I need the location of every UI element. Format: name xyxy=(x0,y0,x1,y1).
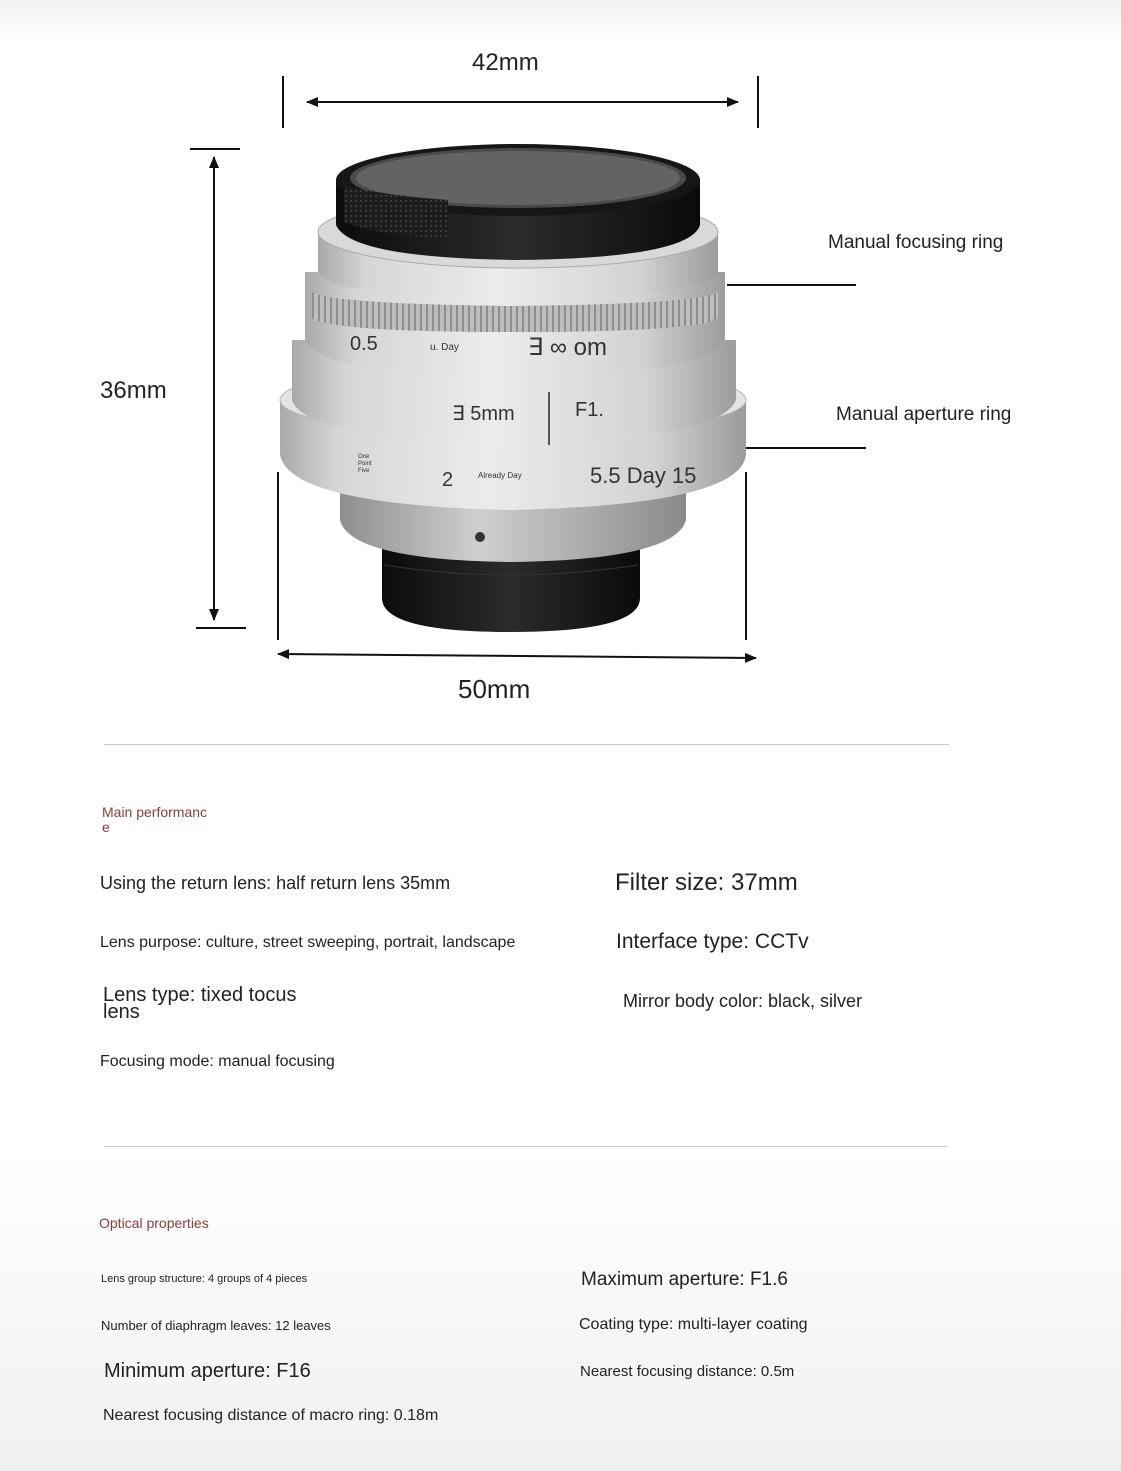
divider-bottom xyxy=(104,1146,947,1147)
marking-focus-right: ∃ ∞ om xyxy=(528,334,607,361)
marking-focus-left: 0.5 xyxy=(350,333,378,355)
spec-lens-group: Lens group structure: 4 groups of 4 pieces xyxy=(101,1273,308,1285)
dim-height-label: 36mm xyxy=(100,377,167,404)
lens-photo xyxy=(280,144,746,632)
dim-top-width-label: 42mm xyxy=(472,49,539,76)
spec-body-color: Mirror body color: black, silver xyxy=(623,991,863,1011)
dim-bottom-width-label: 50mm xyxy=(458,674,531,704)
marking-front-small-3: Five xyxy=(358,468,370,474)
main-performance-title-line2: e xyxy=(102,819,110,835)
marking-front-right: 5.5 Day 15 xyxy=(590,463,697,488)
spec-filter-size: Filter size: 37mm xyxy=(615,869,798,896)
divider-top xyxy=(104,744,949,745)
spec-min-aperture: Minimum aperture: F16 xyxy=(104,1360,311,1382)
spec-interface-type: Interface type: CCTv xyxy=(616,930,809,953)
dimension-top xyxy=(283,76,758,128)
spec-return-lens: Using the return lens: half return lens 35mm xyxy=(100,873,451,893)
marking-aperture-left: ∃ 5mm xyxy=(452,403,515,425)
dimension-left xyxy=(190,149,246,628)
main-performance-title-line1: Main performanc xyxy=(102,804,208,820)
spec-nearest-focus: Nearest focusing distance: 0.5m xyxy=(580,1363,795,1380)
spec-coating-type: Coating type: multi-layer coating xyxy=(579,1316,808,1333)
marking-focus-small: u. Day xyxy=(430,342,459,353)
spec-diaphragm-leaves: Number of diaphragm leaves: 12 leaves xyxy=(101,1318,331,1333)
spec-max-aperture: Maximum aperture: F1.6 xyxy=(581,1269,788,1290)
spec-lens-purpose: Lens purpose: culture, street sweeping, portrait, landscape xyxy=(100,934,516,951)
main-performance-title xyxy=(102,805,207,835)
marking-front-small-1: One xyxy=(358,454,370,460)
marking-front-small-label: Already Day xyxy=(478,471,522,480)
marking-aperture-right: F1. xyxy=(575,399,604,421)
callout-focus-label: Manual focusing ring xyxy=(828,232,1004,253)
optical-properties-title: Optical properties xyxy=(99,1215,209,1231)
spec-lens-type: Lens type: tixed tocus xyxy=(103,984,297,1006)
marking-front-num: 2 xyxy=(442,469,454,491)
spec-lens-type-cont: lens xyxy=(103,1001,140,1023)
spec-macro-distance: Nearest focusing distance of macro ring: 0.18m xyxy=(103,1407,439,1424)
marking-front-small-2: Point xyxy=(358,461,372,467)
callout-aperture-label: Manual aperture ring xyxy=(836,404,1012,425)
spec-focusing-mode: Focusing mode: manual focusing xyxy=(100,1053,335,1070)
